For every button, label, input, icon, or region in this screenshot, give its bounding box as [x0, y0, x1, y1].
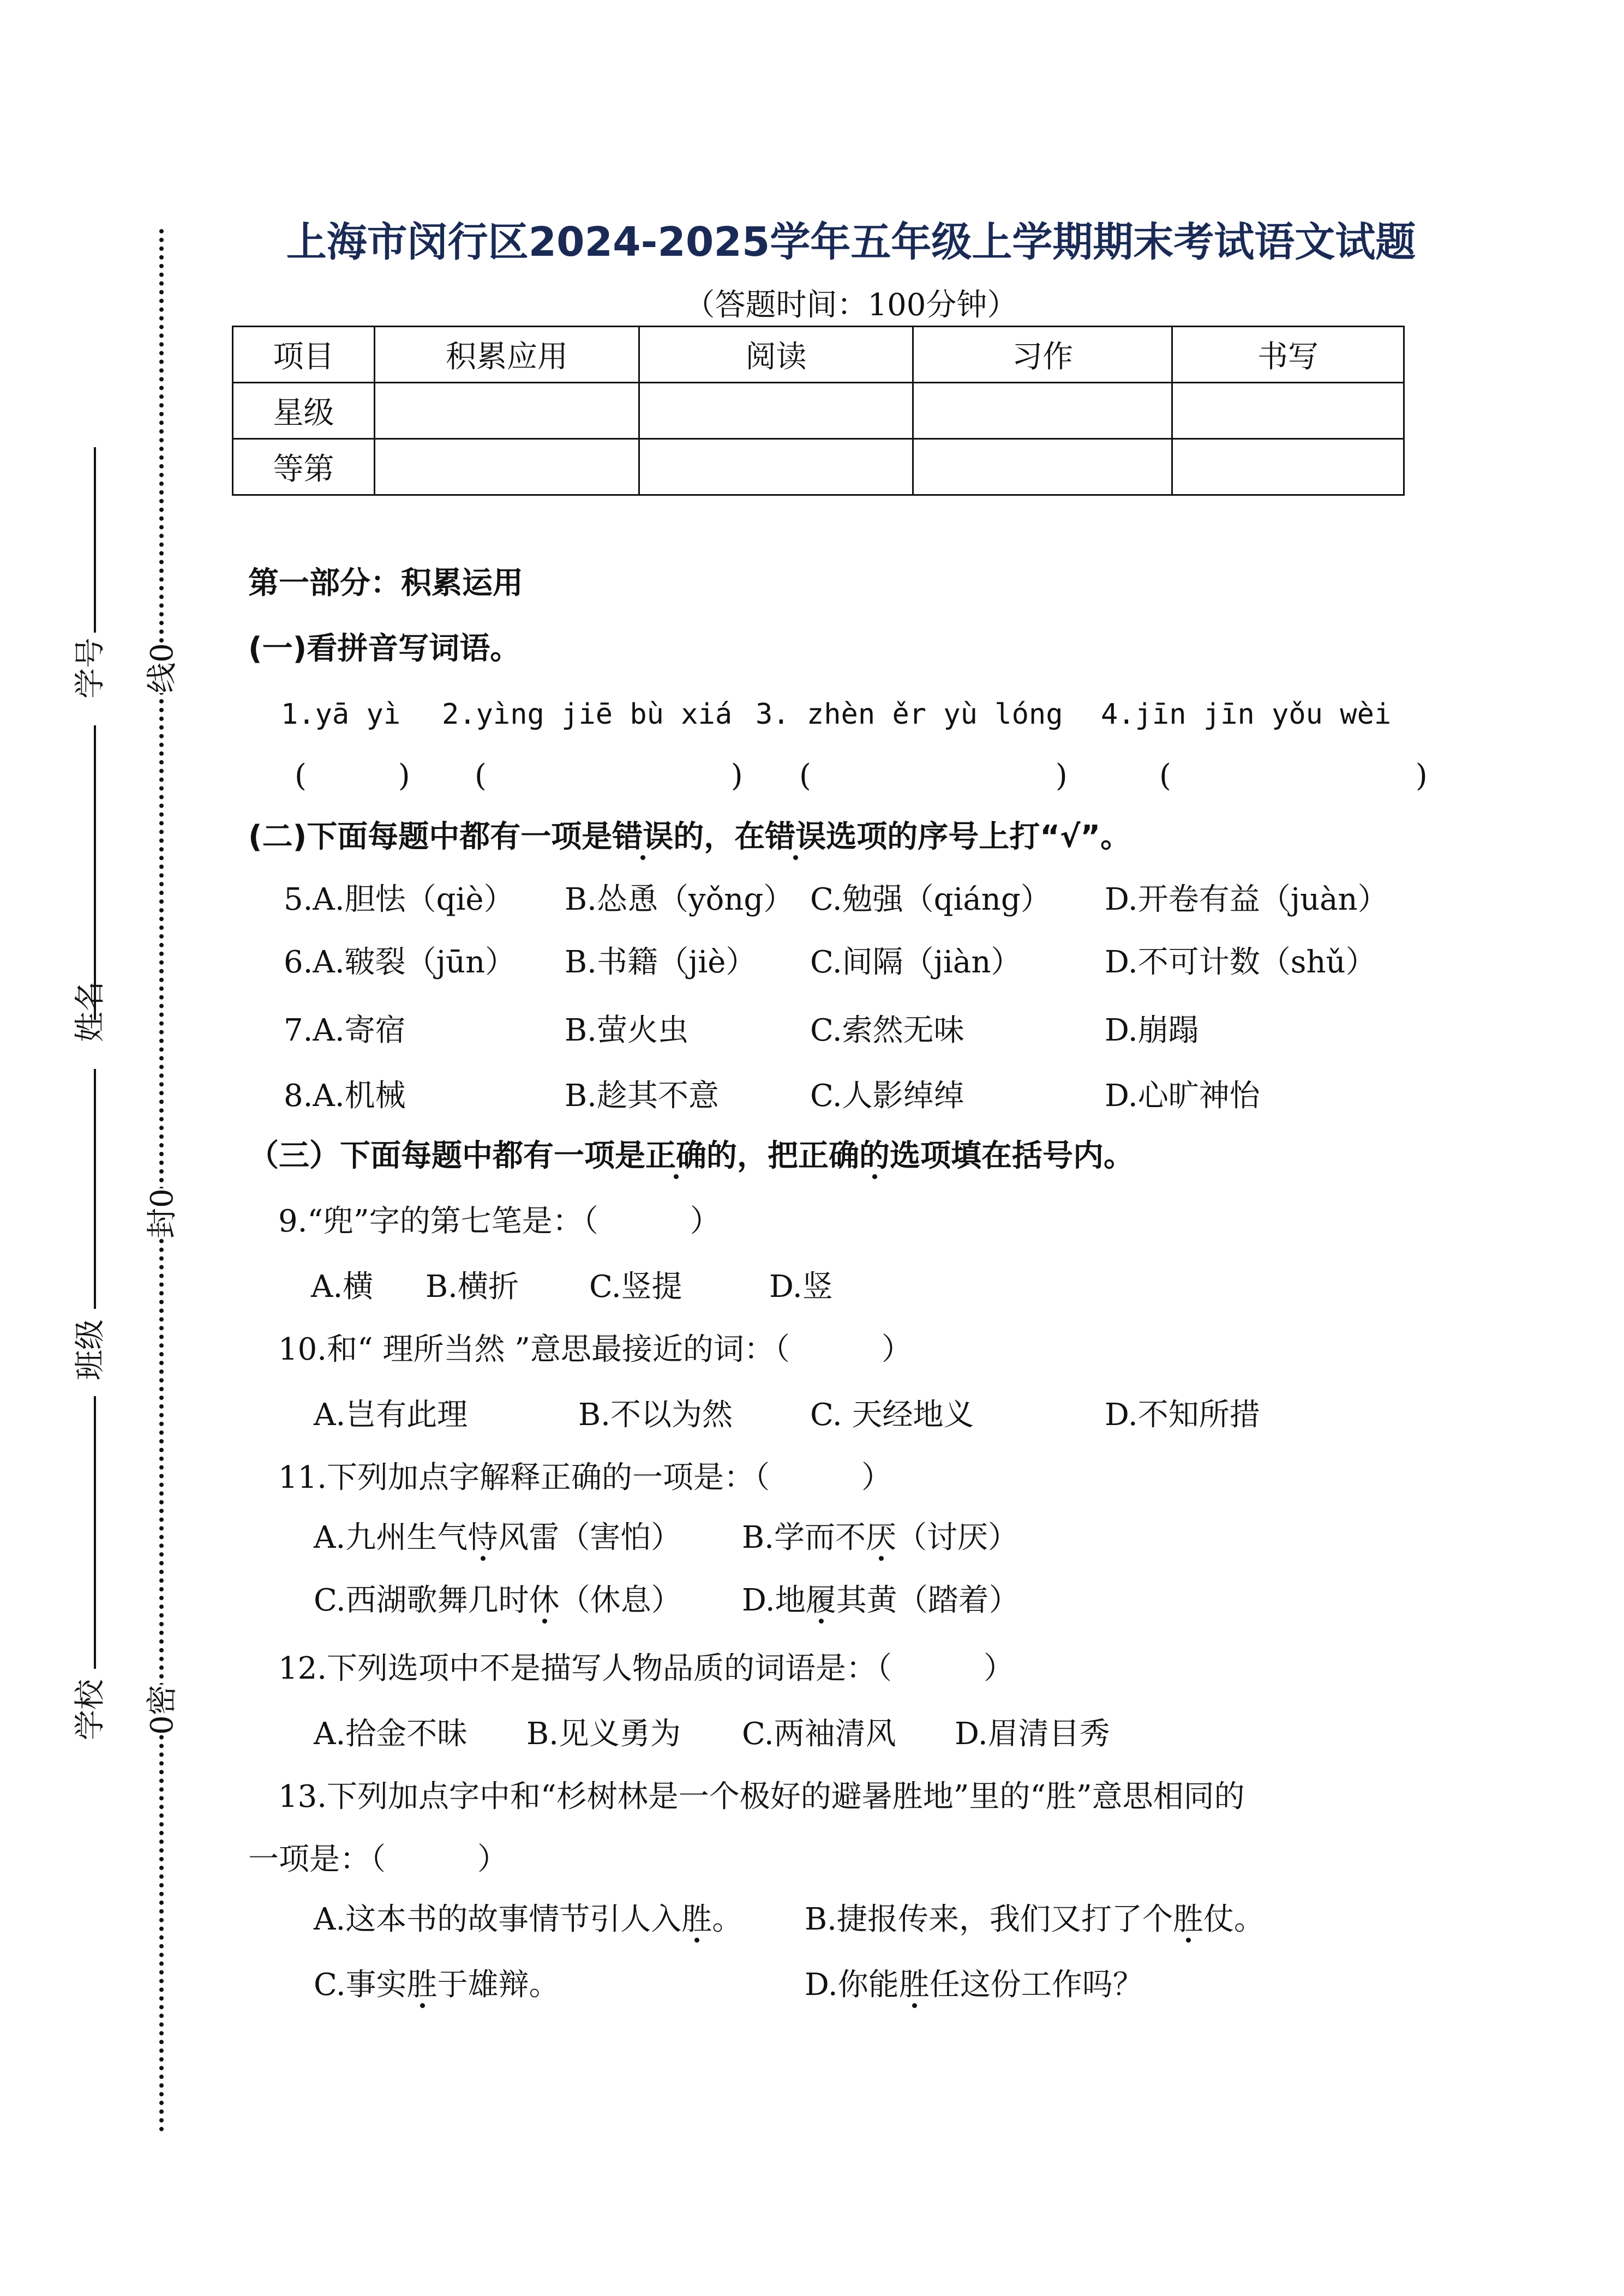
- q8-option-c[interactable]: C.人影绰绰: [810, 1078, 964, 1114]
- table-row-label: 星级: [233, 383, 375, 439]
- school-line: [94, 1396, 96, 1669]
- table-header-cell: 阅读: [639, 327, 913, 383]
- class-line: [94, 1069, 96, 1309]
- label-school: 学校: [73, 1679, 108, 1740]
- q11-option-a-part: 恃: [468, 1520, 499, 1555]
- table-cell[interactable]: [1172, 383, 1404, 439]
- table-header-cell: 书写: [1172, 327, 1404, 383]
- q10-option-a[interactable]: A.岂有此理: [314, 1397, 468, 1433]
- q13-option-b-part: 仗。: [1203, 1902, 1265, 1937]
- q13-option-a-part: 。: [712, 1902, 743, 1937]
- q13-option-d-part: 任这份工作吗？: [929, 1967, 1143, 2003]
- label-student-id: 学号: [73, 638, 108, 699]
- q11-option-d-part: 其黄（踏着）: [836, 1583, 1020, 1618]
- table-row: [233, 439, 1404, 495]
- binding-dotted-line: [159, 229, 168, 2132]
- answer-bracket-1[interactable]: ( ): [295, 758, 410, 794]
- sec2-heading-part: 错误: [765, 819, 826, 855]
- q7-option-d[interactable]: D.崩蹋: [1105, 1013, 1199, 1048]
- table-cell[interactable]: [639, 439, 913, 495]
- q9-option-d[interactable]: D.竖: [769, 1269, 833, 1305]
- q7-option-b[interactable]: B.萤火虫: [565, 1013, 688, 1048]
- mark-secret: 0密: [143, 1685, 182, 1735]
- table-row-label: 等第: [233, 439, 375, 495]
- q13-option-c-part: 于雄辩。: [437, 1967, 560, 2003]
- q11-option-c[interactable]: [314, 1582, 682, 1620]
- q13-option-d[interactable]: [805, 1966, 1143, 2004]
- table-cell[interactable]: [913, 439, 1172, 495]
- q10-stem: 10.和“ 理所当然 ”意思最接近的词：（ ）: [278, 1332, 912, 1367]
- table-header-cell: 积累应用: [375, 327, 639, 383]
- table-header-cell: 项目: [233, 327, 375, 383]
- pinyin-item-2: 2.yìng jiē bù xiá: [442, 698, 733, 731]
- sec3-heading: [248, 1137, 1134, 1175]
- score-table: [232, 326, 1405, 496]
- q11-stem: 11.下列加点字解释正确的一项是：（ ）: [278, 1460, 892, 1495]
- page-title: 上海市闵行区2024-2025学年五年级上学期期末考试语文试题: [286, 219, 1416, 266]
- q13-option-d-part: D.你能: [805, 1967, 899, 2003]
- q5-option-c[interactable]: C.勉强（qiáng）: [810, 882, 1051, 917]
- pinyin-item-3: 3. zhèn ěr yù lóng: [756, 698, 1063, 731]
- q11-option-c-part: 休: [529, 1583, 560, 1618]
- q10-option-d[interactable]: D.不知所措: [1105, 1397, 1260, 1433]
- q11-option-b[interactable]: [742, 1519, 1018, 1557]
- name-line: [94, 725, 96, 1020]
- q6-option-c[interactable]: C.间隔（jiàn）: [810, 945, 1022, 980]
- sec3-heading-part: 的，把: [706, 1138, 798, 1174]
- exam-duration: （答题时间：100分钟）: [684, 287, 1018, 323]
- q11-option-b-part: B.学而不: [742, 1520, 866, 1555]
- table-cell[interactable]: [375, 439, 639, 495]
- q11-option-b-part: （讨厌）: [896, 1520, 1018, 1555]
- q11-option-a-part: 风雷（害怕）: [498, 1520, 682, 1555]
- q13-option-d-part: 胜: [898, 1967, 930, 2003]
- q13-option-b-part: B.捷报传来，我们又打了个: [805, 1902, 1173, 1937]
- pinyin-item-1: 1.yā yì: [281, 698, 401, 731]
- q12-stem: 12.下列选项中不是描写人物品质的词语是：（ ）: [278, 1651, 1015, 1686]
- q9-option-b[interactable]: B.横折: [426, 1269, 519, 1305]
- student-id-line: [94, 447, 96, 633]
- q12-option-c[interactable]: C.两袖清风: [742, 1716, 896, 1752]
- q13-stem: 13.下列加点字中和“杉树林是一个极好的避暑胜地”里的“胜”意思相同的: [278, 1779, 1245, 1814]
- label-name: 姓名: [73, 981, 108, 1042]
- q11-option-c-part: （休息）: [559, 1583, 682, 1618]
- q12-option-d[interactable]: D.眉清目秀: [955, 1716, 1110, 1752]
- mark-line: 线0: [143, 643, 182, 693]
- q6-option-d[interactable]: D.不可计数（shǔ）: [1105, 945, 1376, 980]
- q9-stem: 9.“兜”字的第七笔是：（ ）: [278, 1204, 721, 1239]
- table-row: [233, 383, 1404, 439]
- q8-option-a[interactable]: 8.A.机械: [284, 1078, 406, 1114]
- q13-option-c-part: C.事实: [314, 1967, 407, 2003]
- sec1-heading: (一)看拼音写词语。: [248, 631, 521, 666]
- sec2-heading-part: 错误: [612, 819, 674, 855]
- answer-bracket-3[interactable]: ( ): [799, 758, 1068, 794]
- mark-seal: 封0: [143, 1188, 182, 1239]
- table-cell[interactable]: [1172, 439, 1404, 495]
- q12-option-b[interactable]: B.见义勇为: [526, 1716, 681, 1752]
- q6-option-b[interactable]: B.书籍（jiè）: [565, 945, 757, 980]
- q9-option-c[interactable]: C.竖提: [589, 1269, 682, 1305]
- q11-option-d-part: 履: [805, 1583, 836, 1618]
- q10-option-c[interactable]: C. 天经地义: [810, 1397, 974, 1433]
- table-header-cell: 习作: [913, 327, 1172, 383]
- q13-stem-cont: 一项是：（ ）: [248, 1842, 508, 1877]
- q8-option-d[interactable]: D.心旷神怡: [1105, 1078, 1260, 1114]
- part1-heading: 第一部分：积累运用: [248, 566, 523, 601]
- q6-option-a[interactable]: 6.A.皲裂（jūn）: [284, 945, 516, 980]
- q11-option-c-part: C.西湖歌舞几时: [314, 1583, 529, 1618]
- q7-option-a[interactable]: 7.A.寄宿: [284, 1013, 406, 1048]
- answer-bracket-4[interactable]: ( ): [1159, 758, 1428, 794]
- q11-option-d[interactable]: [742, 1582, 1020, 1620]
- q13-option-a[interactable]: [314, 1901, 742, 1939]
- q8-option-b[interactable]: B.趁其不意: [565, 1078, 719, 1114]
- q10-option-b[interactable]: B.不以为然: [578, 1397, 733, 1433]
- q11-option-d-part: D.地: [742, 1583, 806, 1618]
- table-cell[interactable]: [913, 383, 1172, 439]
- q12-option-a[interactable]: A.拾金不昧: [314, 1716, 468, 1752]
- q13-option-b[interactable]: [805, 1901, 1265, 1939]
- q5-option-b[interactable]: B.怂恿（yǒng）: [565, 882, 794, 917]
- sec3-heading-part: 正确: [645, 1138, 706, 1174]
- q13-option-c-part: 胜: [406, 1967, 438, 2003]
- label-class: 班级: [73, 1319, 108, 1380]
- sec3-heading-part: 填在括号内。: [951, 1138, 1134, 1174]
- sec2-heading: [248, 818, 1131, 856]
- q11-option-a-part: A.九州生气: [314, 1520, 468, 1555]
- q13-option-b-part: 胜: [1172, 1902, 1203, 1937]
- q9-option-a[interactable]: A.横: [311, 1269, 374, 1305]
- q11-option-b-part: 厌: [865, 1520, 896, 1555]
- sec3-heading-part: （三）下面每题中都有一项是: [248, 1138, 645, 1174]
- q13-option-a-part: 胜: [681, 1902, 712, 1937]
- q13-option-c[interactable]: [314, 1966, 560, 2004]
- q5-option-a[interactable]: 5.A.胆怯（qiè）: [284, 882, 514, 917]
- table-cell[interactable]: [375, 383, 639, 439]
- sec3-heading-part: 正确的选项: [798, 1138, 951, 1174]
- pinyin-item-4: 4.jīn jīn yǒu wèi: [1101, 698, 1392, 731]
- q7-option-c[interactable]: C.索然无味: [810, 1013, 964, 1048]
- sec2-heading-part: 的，在: [673, 819, 765, 855]
- table-cell[interactable]: [639, 383, 913, 439]
- sec2-heading-part: 选项的序号上打“√”。: [826, 819, 1131, 855]
- q5-option-d[interactable]: D.开卷有益（juàn）: [1105, 882, 1388, 917]
- q13-option-a-part: A.这本书的故事情节引人入: [314, 1902, 682, 1937]
- sec2-heading-part: (二)下面每题中都有一项是: [248, 819, 613, 855]
- table-header-row: [233, 327, 1404, 383]
- answer-bracket-2[interactable]: ( ): [475, 758, 743, 794]
- q11-option-a[interactable]: [314, 1519, 681, 1557]
